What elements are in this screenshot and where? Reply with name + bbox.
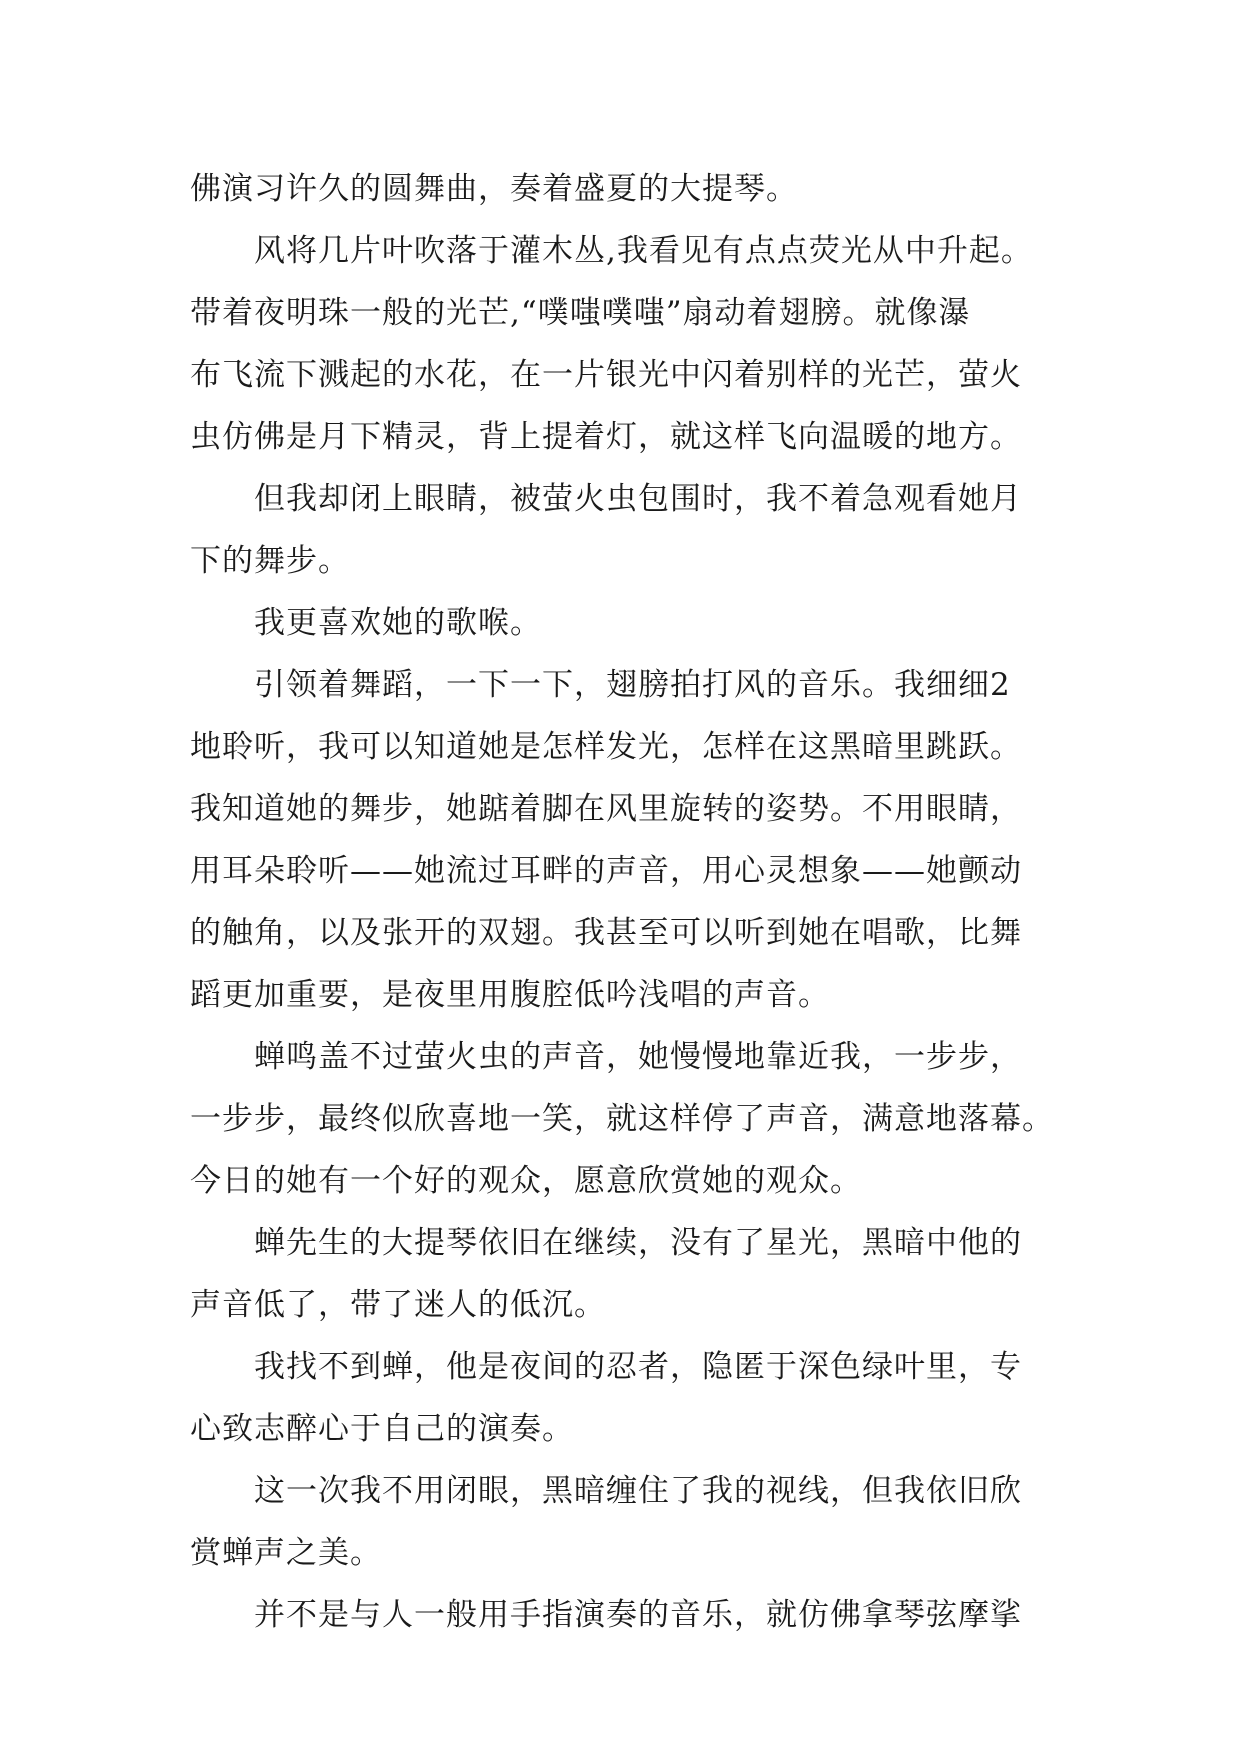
text-line: 但我却闭上眼睛，被萤火虫包围时，我不着急观看她月 <box>254 481 1022 517</box>
text-line: 蝉鸣盖不过萤火虫的声音，她慢慢地靠近我，一步步， <box>254 1039 1022 1075</box>
text-line: 声音低了，带了迷人的低沉。 <box>190 1287 606 1323</box>
text-line: 今日的她有一个好的观众，愿意欣赏她的观众。 <box>190 1163 862 1199</box>
text-line: 下的舞步。 <box>190 543 350 579</box>
text-line: 虫仿佛是月下精灵，背上提着灯，就这样飞向温暖的地方。 <box>190 419 1022 455</box>
text-line: 引领着舞蹈，一下一下，翅膀拍打风的音乐。我细细2 <box>254 667 1011 703</box>
text-line: 并不是与人一般用手指演奏的音乐，就仿佛拿琴弦摩挲 <box>254 1597 1022 1633</box>
text-line: 我知道她的舞步，她踮着脚在风里旋转的姿势。不用眼睛， <box>190 791 1022 827</box>
text-line: 心致志醉心于自己的演奏。 <box>190 1411 574 1447</box>
text-line: 这一次我不用闭眼，黑暗缠住了我的视线，但我依旧欣 <box>254 1473 1022 1509</box>
text-line: 带着夜明珠一般的光芒,“噗嗤噗嗤”扇动着翅膀。就像瀑 <box>190 295 971 331</box>
text-line: 我更喜欢她的歌喉。 <box>254 605 542 641</box>
text-line: 蝉先生的大提琴依旧在继续，没有了星光，黑暗中他的 <box>254 1225 1022 1261</box>
text-line: 地聆听，我可以知道她是怎样发光，怎样在这黑暗里跳跃。 <box>190 729 1022 765</box>
text-line: 的触角，以及张开的双翅。我甚至可以听到她在唱歌，比舞 <box>190 915 1022 951</box>
text-line: 用耳朵聆听——她流过耳畔的声音，用心灵想象——她颤动 <box>190 853 1022 889</box>
text-line: 布飞流下溅起的水花，在一片银光中闪着别样的光芒，萤火 <box>190 357 1022 393</box>
text-line: 蹈更加重要，是夜里用腹腔低吟浅唱的声音。 <box>190 977 830 1013</box>
text-line: 赏蝉声之美。 <box>190 1535 382 1571</box>
essay-text <box>190 158 1090 1646</box>
text-line: 我找不到蝉，他是夜间的忍者，隐匿于深色绿叶里，专 <box>254 1349 1022 1385</box>
text-line: 一步步，最终似欣喜地一笑，就这样停了声音，满意地落幕。 <box>190 1101 1054 1137</box>
text-line: 佛演习许久的圆舞曲，奏着盛夏的大提琴。 <box>190 171 798 207</box>
text-line: 风将几片叶吹落于灌木丛,我看见有点点荧光从中升起。 <box>254 233 1033 269</box>
